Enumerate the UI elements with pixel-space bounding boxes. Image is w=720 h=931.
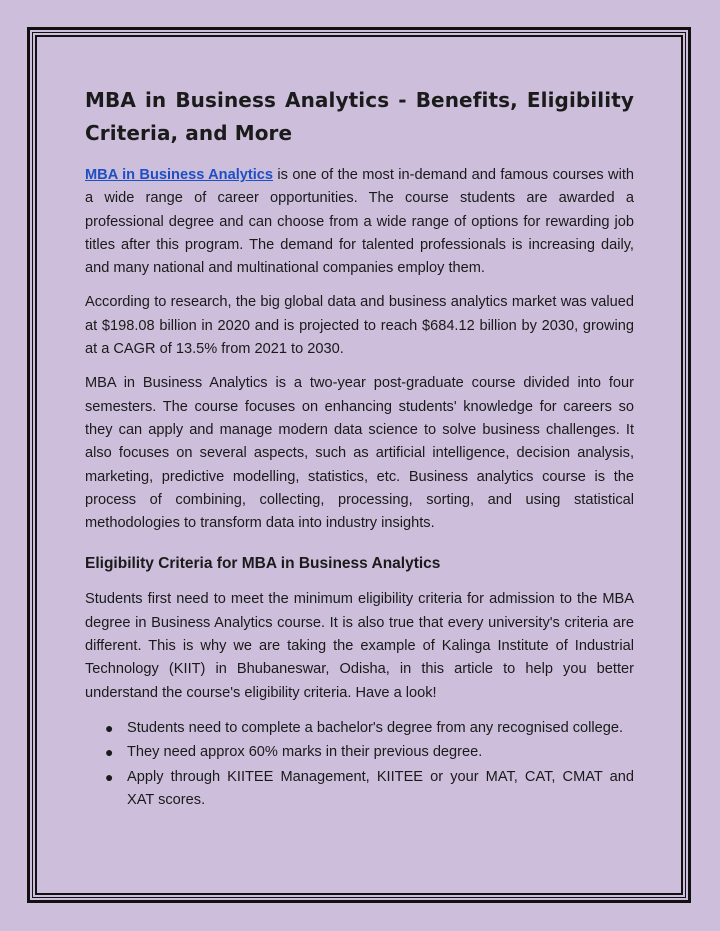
list-item xyxy=(85,766,634,813)
intro-text: is one of the most in-demand and famous courses with a wide range of career opportunities. The course students are awarded a professional degree and can choose from a wide range of options for rewarding job titles after this program. The demand for talented professionals is increasing daily, and many national and multinational companies employ them. xyxy=(85,167,634,277)
eligibility-paragraph: Students first need to meet the minimum eligibility criteria for admission to the MBA degree in Business Analytics course. It is also true that every university's criteria are different. This is why we are taking the example of Kalinga Institute of Industrial Technology (KIIT) in Bhubaneswar, Odisha, in this article to help you better understand the course's eligibility criteria. Have a look! xyxy=(85,591,634,701)
mba-business-analytics-link[interactable]: MBA in Business Analytics xyxy=(85,167,274,183)
page-title: MBA in Business Analytics - Benefits, Eligibility Criteria, and More xyxy=(85,88,634,145)
bullet-icon: ● xyxy=(105,768,114,785)
eligibility-heading: Eligibility Criteria for MBA in Business Analytics xyxy=(85,555,441,573)
course-paragraph: MBA in Business Analytics is a two-year post-graduate course divided into four semesters. The course focuses on enhancing students' knowledge for careers so they can apply and manage modern data science to solve business challenges. It also focuses on several aspects, such as artificial intelligence, decision analysis, marketing, predictive modelling, statistics, etc. Business analytics course is the process of combining, collecting, processing, sorting, and using statistical methodologies to transform data into industry insights. xyxy=(85,375,634,532)
bullet-icon: ● xyxy=(105,719,114,736)
list-item-text: They need approx 60% marks in their previous degree. xyxy=(127,744,483,761)
market-paragraph: According to research, the big global data and business analytics market was valued at $198.08 billion in 2020 and is projected to reach $684.12 billion by 2030, growing at a CAGR of 13.5% from 2021 to 2030. xyxy=(85,294,634,358)
list-item-text: Apply through KIITEE Management, KIITEE or your MAT, CAT, CMAT and XAT scores. xyxy=(127,768,634,808)
list-item xyxy=(85,717,634,740)
bullet-icon: ● xyxy=(105,744,114,761)
eligibility-list xyxy=(85,717,634,812)
intro-paragraph xyxy=(85,164,634,280)
document-body xyxy=(85,84,634,813)
list-item-text: Students need to complete a bachelor's degree from any recognised college. xyxy=(127,719,624,736)
list-item xyxy=(85,741,634,764)
